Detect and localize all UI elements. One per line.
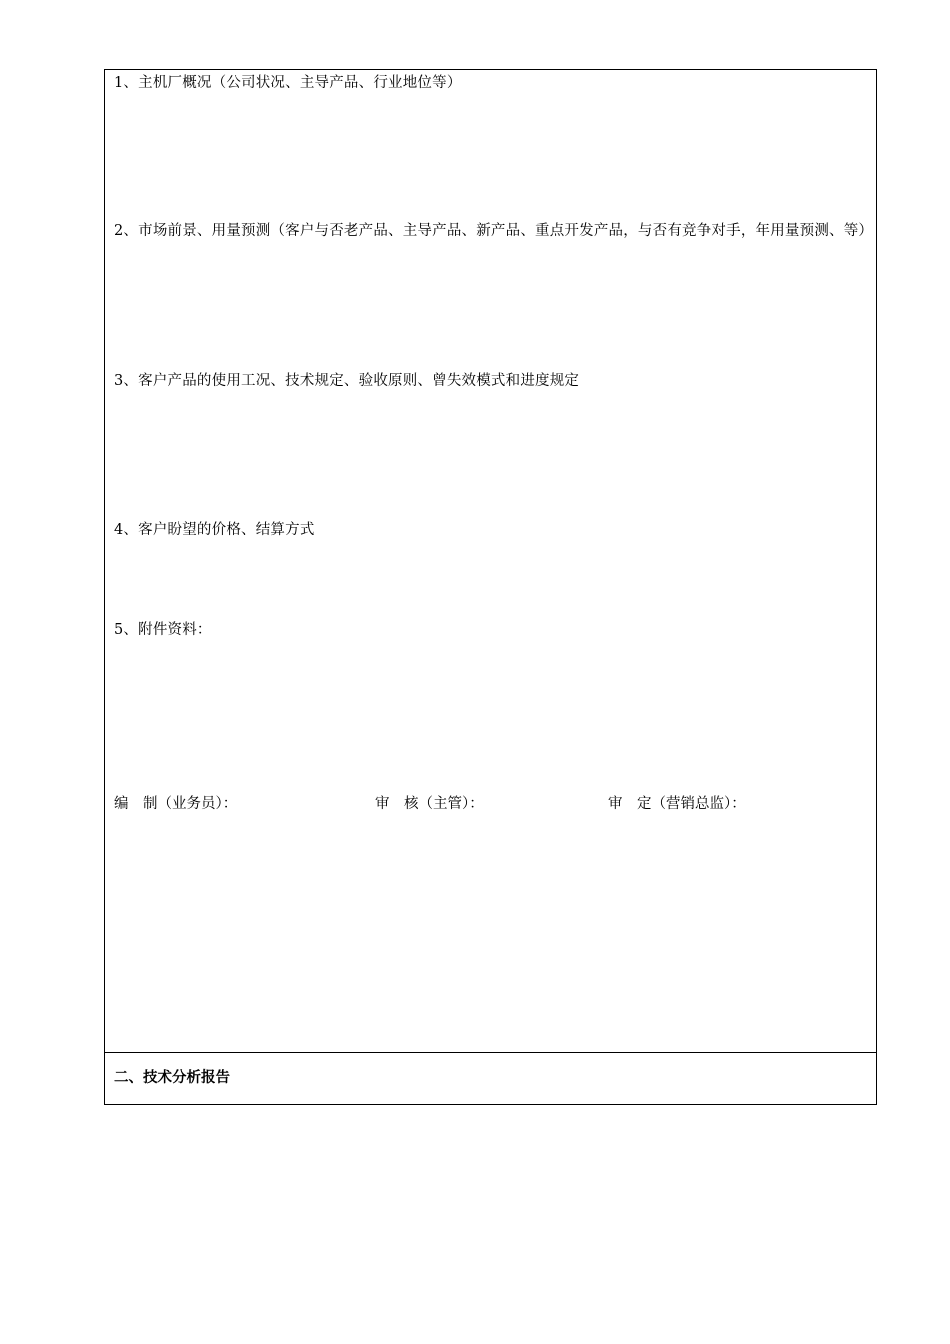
- market-info-cell: [105, 70, 876, 1053]
- item-usage-conditions: 3、客户产品的使用工况、技术规定、验收原则、曾失效模式和进度规定: [114, 373, 580, 389]
- section-title-technical-analysis: 二、技术分析报告: [114, 1070, 230, 1086]
- technical-analysis-cell: [105, 1053, 876, 1104]
- signature-prepared-by: 编 制（业务员）：: [114, 796, 238, 812]
- item-attachments: 5、附件资料：: [114, 622, 212, 638]
- item-company-overview: 1、主机厂概况（公司状况、主导产品、行业地位等）: [114, 75, 462, 91]
- signature-reviewed-by: 审 核（主管）：: [375, 796, 484, 812]
- signature-approved-by: 审 定（营销总监）：: [608, 796, 746, 812]
- item-market-forecast: 2、市场前景、用量预测（客户与否老产品、主导产品、新产品、重点开发产品，与否有竞争对手，年用量预测、等）: [114, 223, 874, 239]
- report-form-table: [104, 69, 877, 1105]
- item-price-settlement: 4、客户盼望的价格、结算方式: [114, 522, 315, 538]
